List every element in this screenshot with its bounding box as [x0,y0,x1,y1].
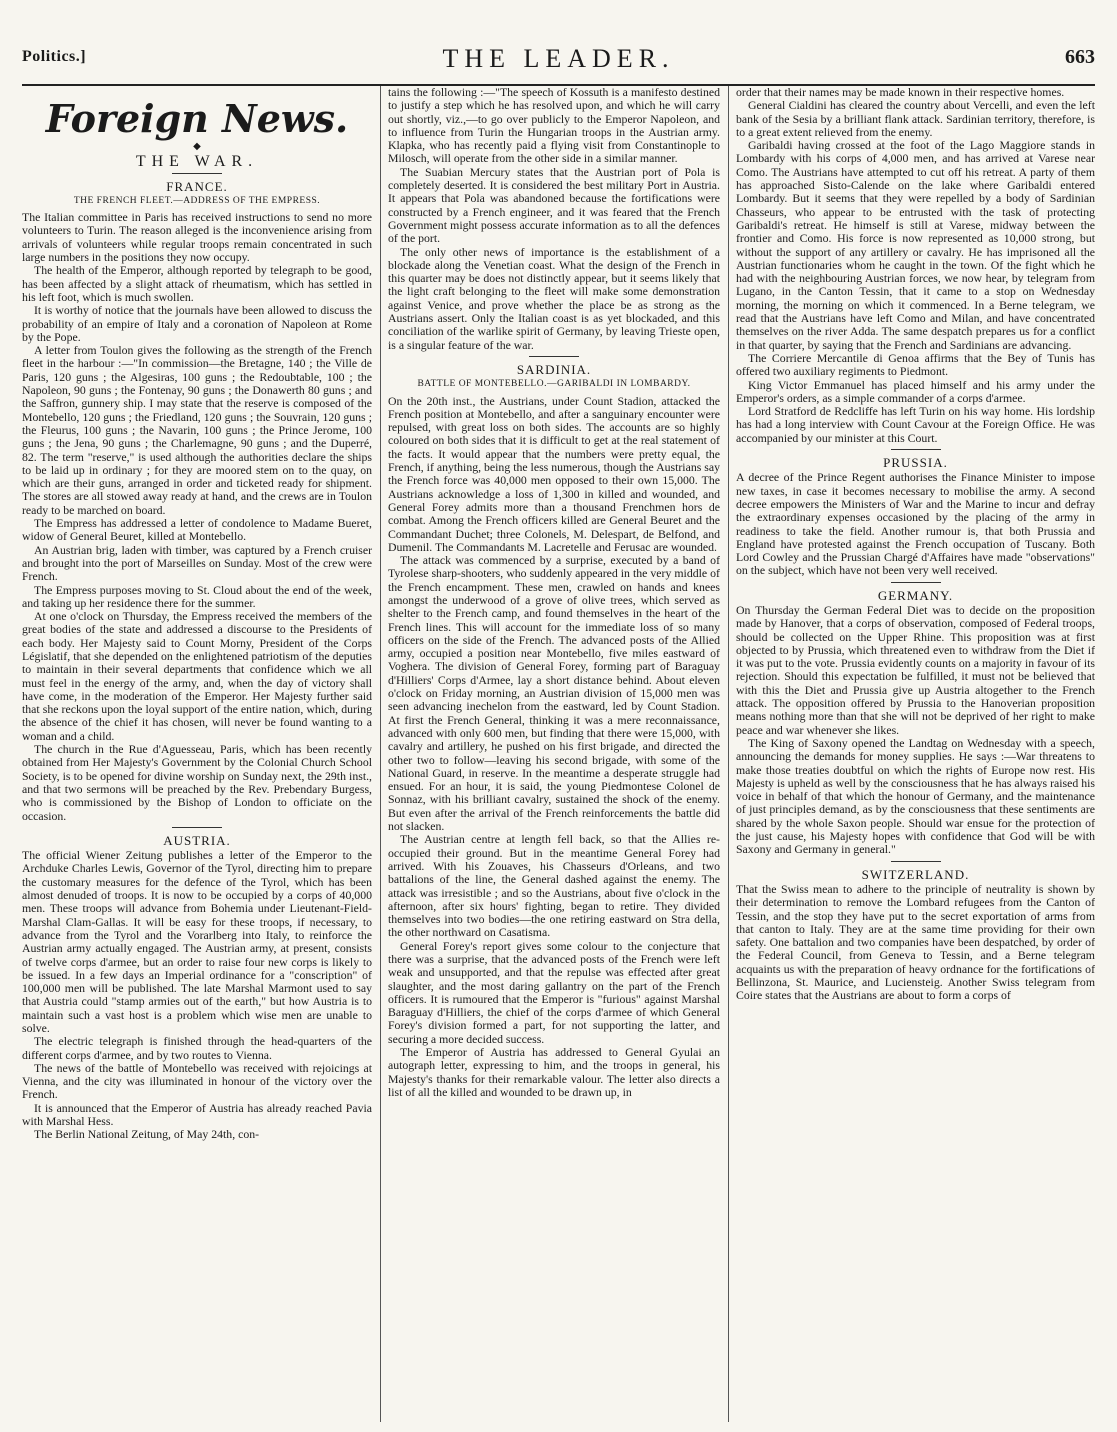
article-paragraph: At one o'clock on Thursday, the Empress received the members of the great bodies of the state and addressed a discourse to the Presidents of each body. Her Majesty said to Count Morny, President of the Corps Législatif, that she depended on the enlightened patriotism of the deputies to maintain in their several departments that confidence which we all must feel in the energy of the army, and, when the day of victory shall have come, in the moderation of the Emperor. Her Majesty further said that she reckons upon the loyal support of the entire nation, which, during the absence of the chief it has chosen, will never be found wanting to a woman and a child. [22,609,372,743]
france-subheading: THE FRENCH FLEET.—ADDRESS OF THE EMPRESS. [73,195,321,206]
article-paragraph: On the 20th inst., the Austrians, under Count Stadion, attacked the French position at Montebello, and after a sanguinary encounter were repulsed, with great loss on both sides. The accounts are so highly coloured on both sides that it is difficult to get at the real statement of the facts. It would appear that the numbers were pretty equal, the French, if anything, being the less numerous, though the Austrians say the French force was 40,000 men opposed to their own 15,000. The Austrians acknowledge a loss of 1,300 in killed and wounded, and General Forey admits more than a thousand Frenchmen hors de combat. Among the French officers killed are General Beuret and the Commandant Duchet; three Colonels, M. Delespart, de Belfond, and Dumenil. The Commandants M. Lacretelle and Ferusac are wounded. [388,393,720,554]
germany-heading: GERMANY. [877,587,954,603]
newspaper-title: THE LEADER. [442,44,675,73]
article-paragraph: King Victor Emmanuel has placed himself and his army under the Emperor's orders, as a simple commander of a corps d'armee. [736,377,1095,405]
article-paragraph: The news of the battle of Montebello was received with rejoicings at Vienna, and the city was illuminated in honour of the victory over the French. [22,1060,372,1102]
article-paragraph: The Berlin National Zeitung, of May 24th, con- [34,1127,260,1142]
column-2 [388,86,720,1426]
page-number: 663 [1065,46,1095,68]
divider [172,827,222,828]
prussia-heading: PRUSSIA. [883,455,948,471]
article-paragraph: That the Swiss mean to adhere to the principle of neutrality is shown by their determination to remove the Lombard refugees from the Canton of Tessin, and the stop they have put to the secret exportation of arms from that canton to Italy. They are at the same time providing for their own safety. One battalion and two companies have been despatched, by order of the Federal Council, from Geneva to Tessin, and a Berne telegram acquaints us with the preparation of heavy ordnance for the fortifications of Bellinzona, St. Maurice, and Luciensteig. Another Swiss telegram from Coire states that the Austrians are about to form a corps of [736,881,1095,1003]
article-paragraph: A decree of the Prince Regent authorises the Finance Minister to impose new taxes, in case it becomes necessary to mobilise the army. A second decree empowers the Ministers of War and the Marine to incur and defray the extraordinary expenses occasioned by the placing of the army in readiness to take the field. Another rumour is, that both Prussia and England have protested against the French occupation of Tuscany. Both Lord Cowley and the Prussian Chargé d'Affaires have made "observations" on the subject, which have not been very well received. [736,470,1095,578]
article-paragraph: The Suabian Mercury states that the Austrian port of Pola is completely deserted. It is considered the best military Port in Austria. It appears that Pola was abandoned because the fortifications were constructed by a French engineer, and it was feared that the French Government might possess accurate information as to all the defences of the port. [388,164,720,246]
divider [891,861,941,862]
article-paragraph: The Emperor of Austria has addressed to General Gyulai an autograph letter, expressing to him, and the troops in general, his Majesty's thanks for their remarkable valour. The letter also directs a list of all the killed and wounded to be drawn up, in [388,1045,720,1099]
column-divider [380,86,381,1422]
france-heading: FRANCE. [166,178,228,194]
article-paragraph: General Cialdini has cleared the country about Vercelli, and even the left bank of the Sesia by a brilliant flank attack. Sardinian territory, therefore, is to a great extent relieved from the enemy. [736,98,1095,139]
article-paragraph: On Thursday the German Federal Diet was to decide on the proposition made by Hanover, that a corps of observation, composed of Federal troops, should be collected on the Upper Rhine. This proposition was at first objected to by Prussia, which threatened even to withdraw from the Diet if it was put to the vote. Prussia evidently counts on a majority in favour of its rejection. Should this expectation be fulfilled, it must not be believed that with this the Diet and Prussia give up Austria altogether to the French attack. The opposition offered by Prussia to the Hanoverian proposition means nothing more than that she will not be deprived of her right to make peace and war whenever she likes. [736,602,1095,737]
article-paragraph: tains the following :—"The speech of Kossuth is a manifesto destined to justify a step which he has resolved upon, and which he will carry out shortly, viz.,—to go over publicly to the Emperor Napoleon, and to influence from Turin the Hungarian troops in the Austrian army. Klapka, who has recently paid a flying visit from Constantinople to Milosch, will operate from the other side in a similar manner. [388,86,720,166]
sardinia-heading: SARDINIA. [516,361,592,377]
article-paragraph: The health of the Emperor, although reported by telegraph to be good, has been affected by a slight attack of rheumatism, which has settled in his left foot, which is much swollen. [22,263,372,304]
divider [172,173,222,174]
section-heading: Foreign News. [45,96,349,141]
article-paragraph: The Corriere Mercantile di Genoa affirms that the Bey of Tunis has offered two auxiliary regiments to Piedmont. [736,350,1095,379]
article-paragraph: order that their names may be made known in their respective homes. [736,86,1065,99]
article-paragraph: General Forey's report gives some colour to the conjecture that there was a surprise, that the advanced posts of the French were left weak and unsupported, and that the repulse was effected after great slaughter, and the most daring gallantry on the part of the French officers. It is rumoured that the Emperor is "furious" against Marshal Baraguay d'Hilliers, the chief of the corps d'armee of which General Forey's division formed a part, for not supporting the latter, and securing a more decided success. [388,938,720,1046]
article-paragraph: The only other news of importance is the establishment of a blockade along the Venetian coast. What the design of the French in this quarter may be does not distinctly appear, but it seems likely that the light craft belonging to the fleet will make some demonstration against Venice, and prove whether the place be as strong as the Austrians assert. Only the Italian coast is as yet blockaded, and this conciliation of the warlike spirit of Germany, by leaving Trieste open, is a singular feature of the war. [388,244,720,352]
article-paragraph: The Austrian centre at length fell back, so that the Allies re-occupied their ground. But in the meantime General Forey had arrived. With his Zouaves, his Chasseurs d'Orleans, and two battalions of the line, the General dashed against the enemy. The attack was irresistible ; and so the Austrians, about five o'clock in the afternoon, after six hours' fighting, began to retire. They divided themselves into two bodies—the one retiring eastward on Stra della, the other northward on Casatisma. [388,832,720,940]
column-1 [22,86,372,1426]
divider [891,582,941,583]
article-paragraph: The Empress has addressed a letter of condolence to Madame Bueret, widow of General Beuret, killed at Montebello. [22,516,372,544]
section-label: Politics.] [22,48,87,65]
divider [529,356,579,357]
article-paragraph: The attack was commenced by a surprise, executed by a band of Tyrolese sharp-shooters, who suddenly appeared in the very middle of the French encampment. These men, crawled on hands and knees amongst the underwood of a grove of olive trees, which served as shelter to the French camp, and found themselves in the heart of the French lines. This will account for the immediate loss of so many officers on the side of the French. The advanced posts of the Allied army, occupied a position near Montebello, five miles eastward of Voghera. The division of General Forey, forming part of Baraguay d'Hilliers' Corps d'Armee, lay a short distance behind. About eleven o'clock on Friday morning, an Austrian division of 15,000 men was seen advancing inechelon from the eastward, led by Count Stadion. At first the French General, thinking it was a mere reconnaissance, advanced with only 600 men, but finding that there were 15,000, with cavalry and artillery, he pushed on his first brigade, and directed the other two to follow—leaving his second brigade, with some of the National Guard, in reserve. In the meantime a desperate struggle had ensued. For an hour, it is said, the young Piedmontese Colonel de Sonnaz, with his brilliant cavalry, sustained the shock of the enemy. But even after the arrival of the French reinforcements the battle did not slacken. [388,553,720,834]
article-paragraph: The Empress purposes moving to St. Cloud about the end of the week, and taking up her residence there for the summer. [22,582,372,610]
article-paragraph: The church in the Rue d'Aguesseau, Paris, which has been recently obtained from Her Majesty's Government by the Colonial Church School Society, is to be opened for divine worship on Sunday next, the 29th inst., and that two sermons will be preached by the Rev. Prebendary Burgess, who is commissioned by the Bishop of London to officiate on the occasion. [22,742,372,823]
divider [891,449,941,450]
article-paragraph: The King of Saxony opened the Landtag on Wednesday with a speech, announcing the demands for money supplies. He says :—War threatens to make those treaties doubtful on which the rights of Europe now rest. His Majesty is upheld as well by the consciousness that he has always raised his voice in behalf of that which the honour of Germany, and the maintenance of just principles demand, as by the consciousness that these sentiments are shared by the whole Saxon people. Should war ensue for the protection of the just cause, his Majesty hopes with confidence that God will be with Saxony and Germany in general." [736,735,1095,857]
column-divider [728,86,729,1422]
article-paragraph: Garibaldi having crossed at the foot of the Lago Maggiore stands in Lombardy with his corps of 4,000 men, and has arrived at Varese near Como. The Austrians have attempted to cut off his retreat. A party of them has approached Sisto-Calende on the lake where Garibaldi entered Lombardy. But it seems that they were repelled by a body of Sardinian Chasseurs, who appear to be entrusted with the task of protecting Garibaldi's retreat. He himself is still at Varese, midway between the frontier and Como. His force is now represented as 10,000 strong, but without the support of any artillery or cavalry. He has imprisoned all the Austrian functionaries whom he caught in the town. Of the fight which he had with the neighbouring Austrian forces, we now hear, by telegram from Lugano, in the Canton Tessin, that it came to a stop on Wednesday morning, the morning on which it commenced. In a Berne telegram, we read that the Austrians have left Como and Milan, and have concentrated themselves on the river Adda. The same despatch prepares us for a conflict in that quarter, by saying that the French and Sardinians are advancing. [736,138,1095,352]
article-paragraph: The official Wiener Zeitung publishes a letter of the Emperor to the Archduke Charles Lewis, Governor of the Tyrol, directing him to prepare the customary measures for the defence of the Tyrol, which has been almost denuded of troops. It is now to be occupied by a corps of 40,000 men. These troops will advance from Bohemia under Lieutenant-Field-Marshal Clam-Gallas. It will be easy for these troops, if necessary, to advance from the Tyrol and the Vorarlberg into Italy, to reinforce the Austrian army actually engaged. The Austrian army, at present, consists of twelve corps d'armee, but an order to raise four new corps is likely to be issued. In a few days an Imperial ordinance for a "conscription" of 100,000 men will be published. The late Marshal Marmont used to say that Austria could "stamp armies out of the earth," but how Austria is to maintain such a vast host is a problem which wise men are unable to solve. [22,848,372,1035]
article-paragraph: A letter from Toulon gives the following as the strength of the French fleet in the harbour :—"In commission—the Bretagne, 140 ; the Ville de Paris, 120 guns ; the Algesiras, 100 guns ; the Redoubtable, 100 ; the Napoleon, 90 guns ; the Fontenay, 90 guns ; the Donawerth 80 guns ; and the Saffron, gunnery ship. I may state that the reserve is composed of the Montebello, 120 guns ; the Friedland, 120 guns ; the Souvrain, 120 guns ; the Fleurus, 100 guns ; the Navarin, 100 guns ; the Prince Jerome, 100 guns ; the Jena, 90 guns ; the Charlemagne, 90 guns ; and the Duperré, 82. The term "reserve," is used although the authorities declare the ships to be laid up in ordinary ; for they are moored stem on to the quay, on which are their guns, arranged in order and ticketed ready for shipment. The stores are all stowed away ready at hand, and the crews are in Toulon ready to be marched on board. [22,343,372,517]
article-paragraph: Lord Stratford de Redcliffe has left Turin on his way home. His lordship has had a long interview with Count Cavour at the Foreign Office. He was accompanied by our minister at this Court. [736,404,1095,445]
masthead [22,40,1095,80]
article-paragraph: The electric telegraph is finished through the head-quarters of the different corps d'armee, and by two routes to Vienna. [22,1034,372,1062]
column-3 [736,86,1095,1426]
war-heading: THE WAR. [135,153,259,171]
switzerland-heading: SWITZERLAND. [861,866,970,882]
austria-heading: AUSTRIA. [163,832,231,848]
article-paragraph: It is worthy of notice that the journals have been allowed to discuss the probability of an empire of Italy and a coronation of Napoleon at Rome by the Pope. [22,303,372,344]
article-paragraph: It is announced that the Emperor of Austria has already reached Pavia with Marshal Hess. [22,1100,372,1129]
sardinia-subheading: BATTLE OF MONTEBELLO.—GARIBALDI IN LOMBARDY. [417,379,691,390]
article-paragraph: An Austrian brig, laden with timber, was captured by a French cruiser and brought into the port of Marseilles on Sunday. Most of the crew were French. [22,542,372,584]
article-paragraph: The Italian committee in Paris has received instructions to send no more volunteers to Turin. The reason alleged is the inconvenience arising from arrivals of volunteers while regular troops remain concentrated in such large numbers in the positions they now occupy. [22,210,372,265]
ornament-icon: ◆ [193,141,201,152]
